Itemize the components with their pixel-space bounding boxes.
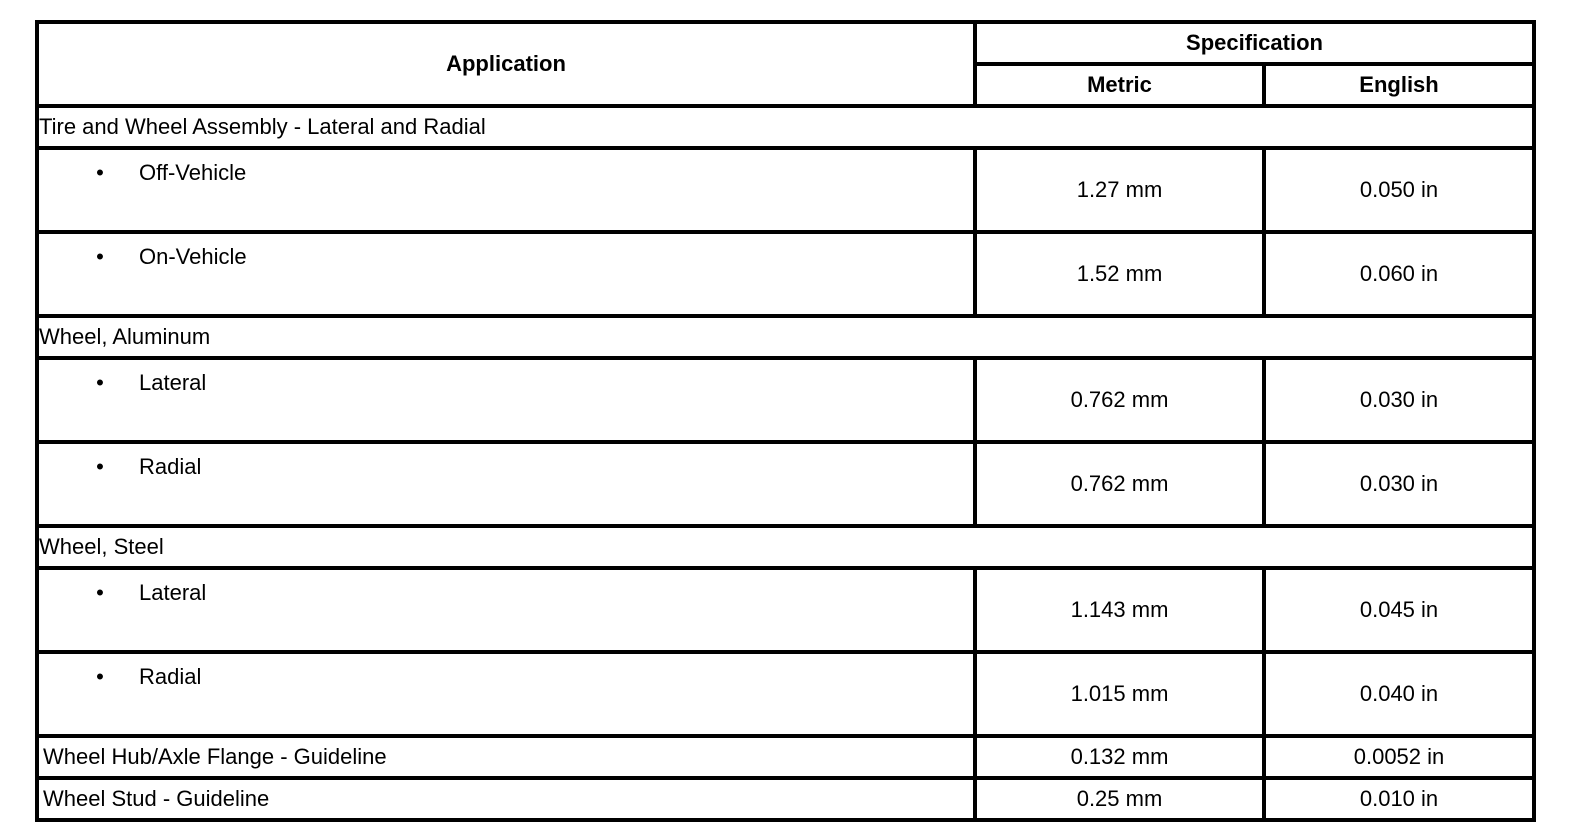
table-row xyxy=(37,442,1534,526)
application-cell xyxy=(37,148,975,232)
specification-header: Specification xyxy=(975,22,1534,64)
row-label: Radial xyxy=(139,664,202,689)
table-row xyxy=(37,736,1534,778)
application-cell xyxy=(37,568,975,652)
table-row xyxy=(37,568,1534,652)
application-header: Application xyxy=(37,22,975,106)
metric-header: Metric xyxy=(975,64,1264,106)
metric-value: 0.762 mm xyxy=(975,358,1264,442)
group-row xyxy=(37,526,1534,568)
row-label: Lateral xyxy=(139,370,207,395)
application-cell xyxy=(37,652,975,736)
bullet-icon: • xyxy=(96,244,104,269)
bullet-icon: • xyxy=(96,370,104,395)
runout-spec-table xyxy=(35,20,1536,822)
english-value: 0.030 in xyxy=(1264,358,1534,442)
application-cell xyxy=(37,442,975,526)
row-label: On-Vehicle xyxy=(139,244,247,269)
application-cell: Wheel Hub/Axle Flange - Guideline xyxy=(37,736,975,778)
english-value: 0.060 in xyxy=(1264,232,1534,316)
metric-value: 1.52 mm xyxy=(975,232,1264,316)
bullet-icon: • xyxy=(96,160,104,185)
table-row xyxy=(37,358,1534,442)
metric-value: 1.27 mm xyxy=(975,148,1264,232)
metric-value: 0.132 mm xyxy=(975,736,1264,778)
english-value: 0.040 in xyxy=(1264,652,1534,736)
group-row xyxy=(37,106,1534,148)
table-row xyxy=(37,232,1534,316)
group-title: Wheel, Aluminum xyxy=(37,316,1534,358)
english-value: 0.0052 in xyxy=(1264,736,1534,778)
group-title: Wheel, Steel xyxy=(37,526,1534,568)
table-row xyxy=(37,652,1534,736)
english-value: 0.050 in xyxy=(1264,148,1534,232)
metric-value: 0.762 mm xyxy=(975,442,1264,526)
row-label: Radial xyxy=(139,454,202,479)
bullet-icon: • xyxy=(96,580,104,605)
metric-value: 0.25 mm xyxy=(975,778,1264,820)
group-row xyxy=(37,316,1534,358)
metric-value: 1.015 mm xyxy=(975,652,1264,736)
bullet-icon: • xyxy=(96,664,104,689)
application-cell xyxy=(37,232,975,316)
application-cell xyxy=(37,358,975,442)
table-row xyxy=(37,778,1534,820)
row-label: Lateral xyxy=(139,580,207,605)
bullet-icon: • xyxy=(96,454,104,479)
group-title: Tire and Wheel Assembly - Lateral and Radial xyxy=(37,106,1534,148)
row-label: Off-Vehicle xyxy=(139,160,247,185)
english-value: 0.030 in xyxy=(1264,442,1534,526)
english-value: 0.045 in xyxy=(1264,568,1534,652)
metric-value: 1.143 mm xyxy=(975,568,1264,652)
table-row xyxy=(37,148,1534,232)
english-header: English xyxy=(1264,64,1534,106)
application-cell: Wheel Stud - Guideline xyxy=(37,778,975,820)
english-value: 0.010 in xyxy=(1264,778,1534,820)
